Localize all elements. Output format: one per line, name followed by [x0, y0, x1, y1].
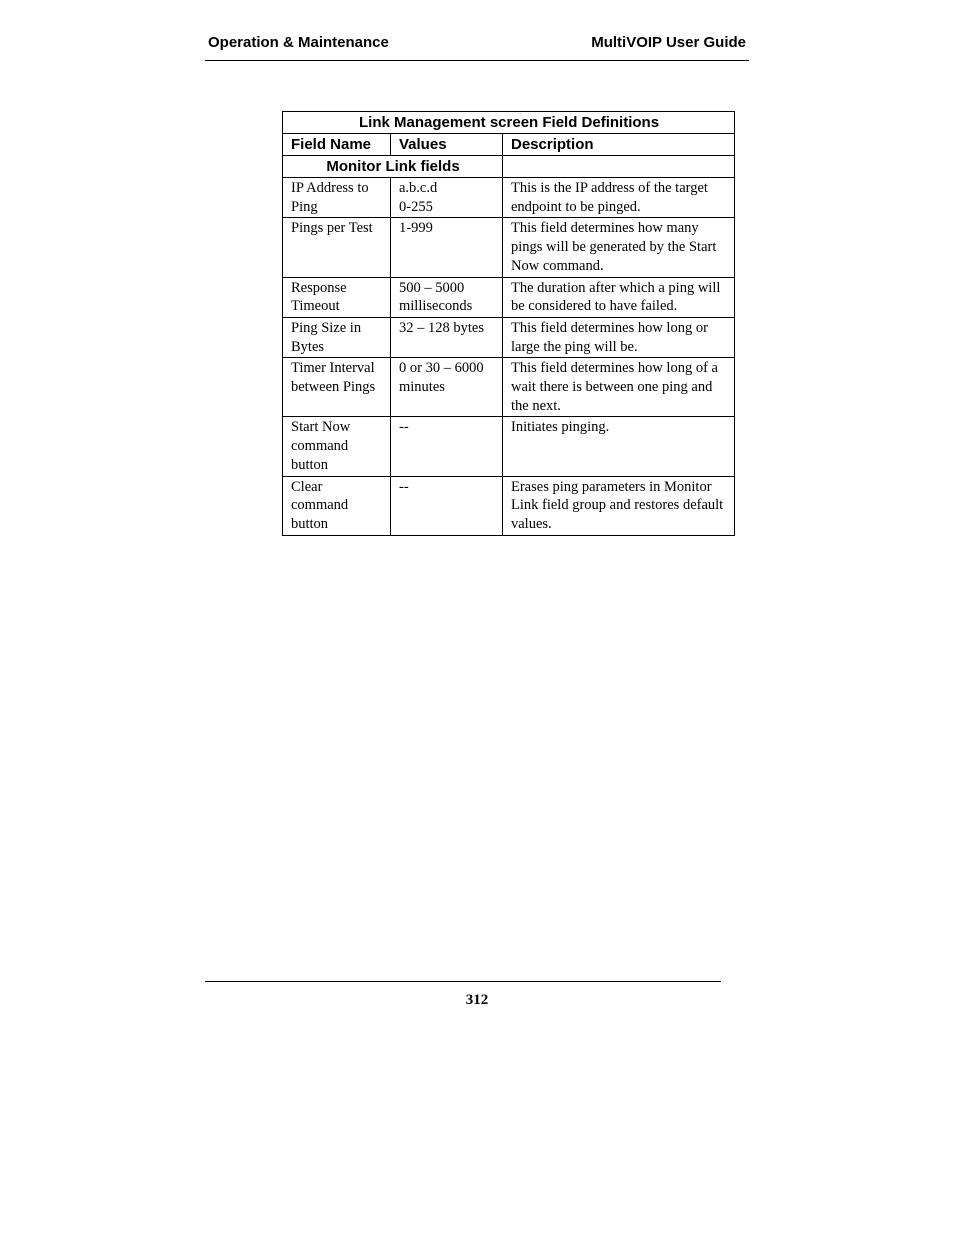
table-row [283, 178, 735, 218]
cell-field-name: Timer Interval between Pings [283, 358, 391, 417]
cell-values: a.b.c.d 0-255 [391, 178, 503, 218]
cell-field-name: Pings per Test [283, 218, 391, 277]
page-header [205, 31, 749, 61]
cell-field-name: Response Timeout [283, 277, 391, 317]
table-row [283, 417, 735, 476]
column-header-field-name: Field Name [283, 134, 391, 156]
table-row [283, 317, 735, 357]
column-header-description: Description [503, 134, 735, 156]
table-row [283, 476, 735, 535]
cell-values: 32 – 128 bytes [391, 317, 503, 357]
column-header-values: Values [391, 134, 503, 156]
section-label: Monitor Link fields [283, 156, 503, 178]
cell-description: The duration after which a ping will be considered to have failed. [503, 277, 735, 317]
cell-description: Erases ping parameters in Monitor Link field group and restores default values. [503, 476, 735, 535]
cell-field-name: Start Now command button [283, 417, 391, 476]
cell-values: 0 or 30 – 6000 minutes [391, 358, 503, 417]
table-header-row [283, 134, 735, 156]
cell-description: This field determines how many pings will be generated by the Start Now command. [503, 218, 735, 277]
cell-values: 500 – 5000 milliseconds [391, 277, 503, 317]
cell-description: This is the IP address of the target endpoint to be pinged. [503, 178, 735, 218]
cell-description: This field determines how long or large the ping will be. [503, 317, 735, 357]
header-section-title: Operation & Maintenance [208, 34, 389, 51]
table-row [283, 277, 735, 317]
page-number: 312 [465, 992, 489, 1008]
cell-field-name: Ping Size in Bytes [283, 317, 391, 357]
section-row [283, 156, 735, 178]
cell-values: -- [391, 476, 503, 535]
table-title-row [283, 112, 735, 134]
table-row [283, 358, 735, 417]
section-empty-cell [503, 156, 735, 178]
cell-values: 1-999 [391, 218, 503, 277]
cell-field-name: Clear command button [283, 476, 391, 535]
table-title: Link Management screen Field Definitions [283, 112, 735, 134]
cell-values: -- [391, 417, 503, 476]
header-document-title: MultiVOIP User Guide [591, 34, 746, 51]
field-definitions-table [282, 111, 735, 536]
table-row [283, 218, 735, 277]
cell-description: This field determines how long of a wait there is between one ping and the next. [503, 358, 735, 417]
cell-field-name: IP Address to Ping [283, 178, 391, 218]
page-footer [205, 981, 721, 1008]
cell-description: Initiates pinging. [503, 417, 735, 476]
